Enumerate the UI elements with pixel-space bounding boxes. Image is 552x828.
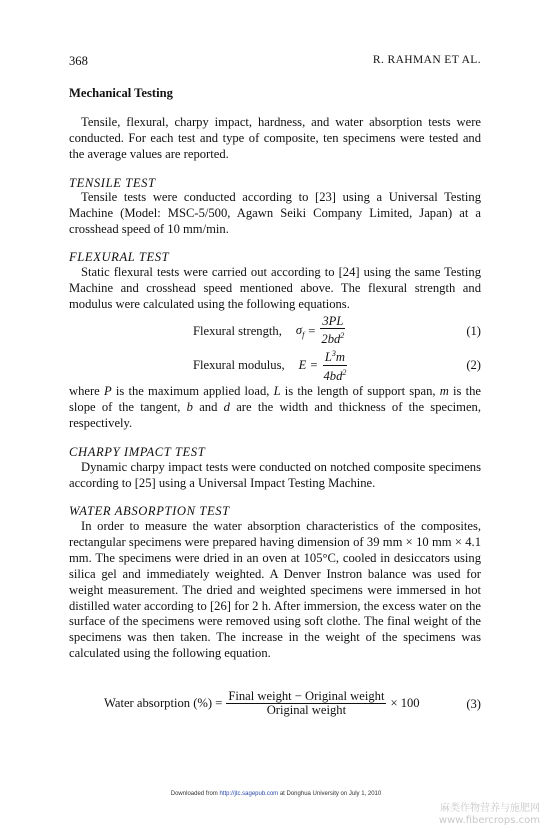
eq1-lhs: $\sigma_f$ <box>295 322 305 340</box>
equation-3 <box>104 687 420 719</box>
equation-1 <box>193 316 346 346</box>
eq2-denominator: $4bd^2$ <box>323 367 347 383</box>
eq1-denominator: $2bd^2$ <box>321 331 345 347</box>
footer-link[interactable]: http://jtc.sagepub.com <box>219 791 279 797</box>
tensile-paragraph: Tensile tests were conducted according to [23] using a Universal Testing Machine (Model: MSC-5/500, Agawn Seiki Company Limited, Japan) at a crosshead speed of 10 mm/min. <box>69 190 481 236</box>
charpy-paragraph: Dynamic charpy impact tests were conducted on notched composite specimens according to [25] using a Universal Impact Testing Machine. <box>69 460 481 490</box>
flexural-paragraph: Static flexural tests were carried out according to [24] using the same Testing Machine and crosshead speed mentioned above. The flexural strength and modulus were calculated using the following equations. <box>69 265 481 311</box>
tensile-heading: TENSILE TEST <box>69 176 156 190</box>
eq2-numerator: $L^3m$ <box>324 349 345 365</box>
eq2-number: (2) <box>466 358 481 372</box>
watermark <box>439 803 540 827</box>
eq1-numerator: 3PL <box>322 314 344 329</box>
charpy-heading: CHARPY IMPACT TEST <box>69 445 206 459</box>
watermark-line-2: www.fibercrops.com <box>438 815 540 826</box>
eq3-tail: × 100 <box>390 695 420 710</box>
eq3-number: (3) <box>466 697 481 711</box>
eq2-fraction <box>321 347 348 382</box>
eq3-label: Water absorption (%) = <box>104 695 223 710</box>
water-heading: WATER ABSORPTION TEST <box>69 504 230 518</box>
eq3-denominator: Original weight <box>266 702 347 717</box>
water-paragraph: In order to measure the water absorption characteristics of the composites, rectangular specimens were prepared having dimension of 39 mm × 10 mm × 4.1 mm. The specimens were dried in an oven at 105°C, cooled in desiccators using silica gel and immediately weighted. A Denver Instron balance was used for weight measurement. The dried and weighted specimens were immersed in hot distilled water according to [26] for 2 h. After immersion, the excess water on the surface of the specimens were removed using soft clothe. The final weight of the specimens was then taken. The increase in the weight of the specimens was calculated using the following equation. <box>69 519 481 661</box>
section-title: Mechanical Testing <box>69 86 173 100</box>
eq1-equals: = <box>308 323 316 338</box>
eq2-label: Flexural modulus, <box>193 357 285 372</box>
watermark-line-1: 麻类作物营养与施肥网 <box>440 803 540 814</box>
eq1-number: (1) <box>466 324 481 338</box>
running-head: R. RAHMAN ET AL. <box>372 54 481 66</box>
download-footer: Downloaded from http://jtc.sagepub.com at Donghua University on July 1, 2010 <box>170 791 382 797</box>
equation-2 <box>193 349 348 383</box>
flexural-heading: FLEXURAL TEST <box>69 250 170 264</box>
eq3-numerator: Final weight − Original weight <box>228 688 385 703</box>
where-paragraph: where P is the maximum applied load, L is the length of support span, m is the slope of the tangent, b and d are the width and thickness of the specimen, respectively. <box>69 384 481 430</box>
intro-paragraph: Tensile, flexural, charpy impact, hardness, and water absorption tests were conducted. For each test and type of composite, ten specimens were tested and the average values are reported. <box>69 115 481 161</box>
eq1-fraction <box>319 315 346 346</box>
eq3-fraction <box>226 690 386 717</box>
eq2-equals: = <box>310 357 318 372</box>
eq2-lhs: E <box>298 357 307 372</box>
page-number: 368 <box>69 54 88 68</box>
eq1-label: Flexural strength, <box>193 323 282 338</box>
